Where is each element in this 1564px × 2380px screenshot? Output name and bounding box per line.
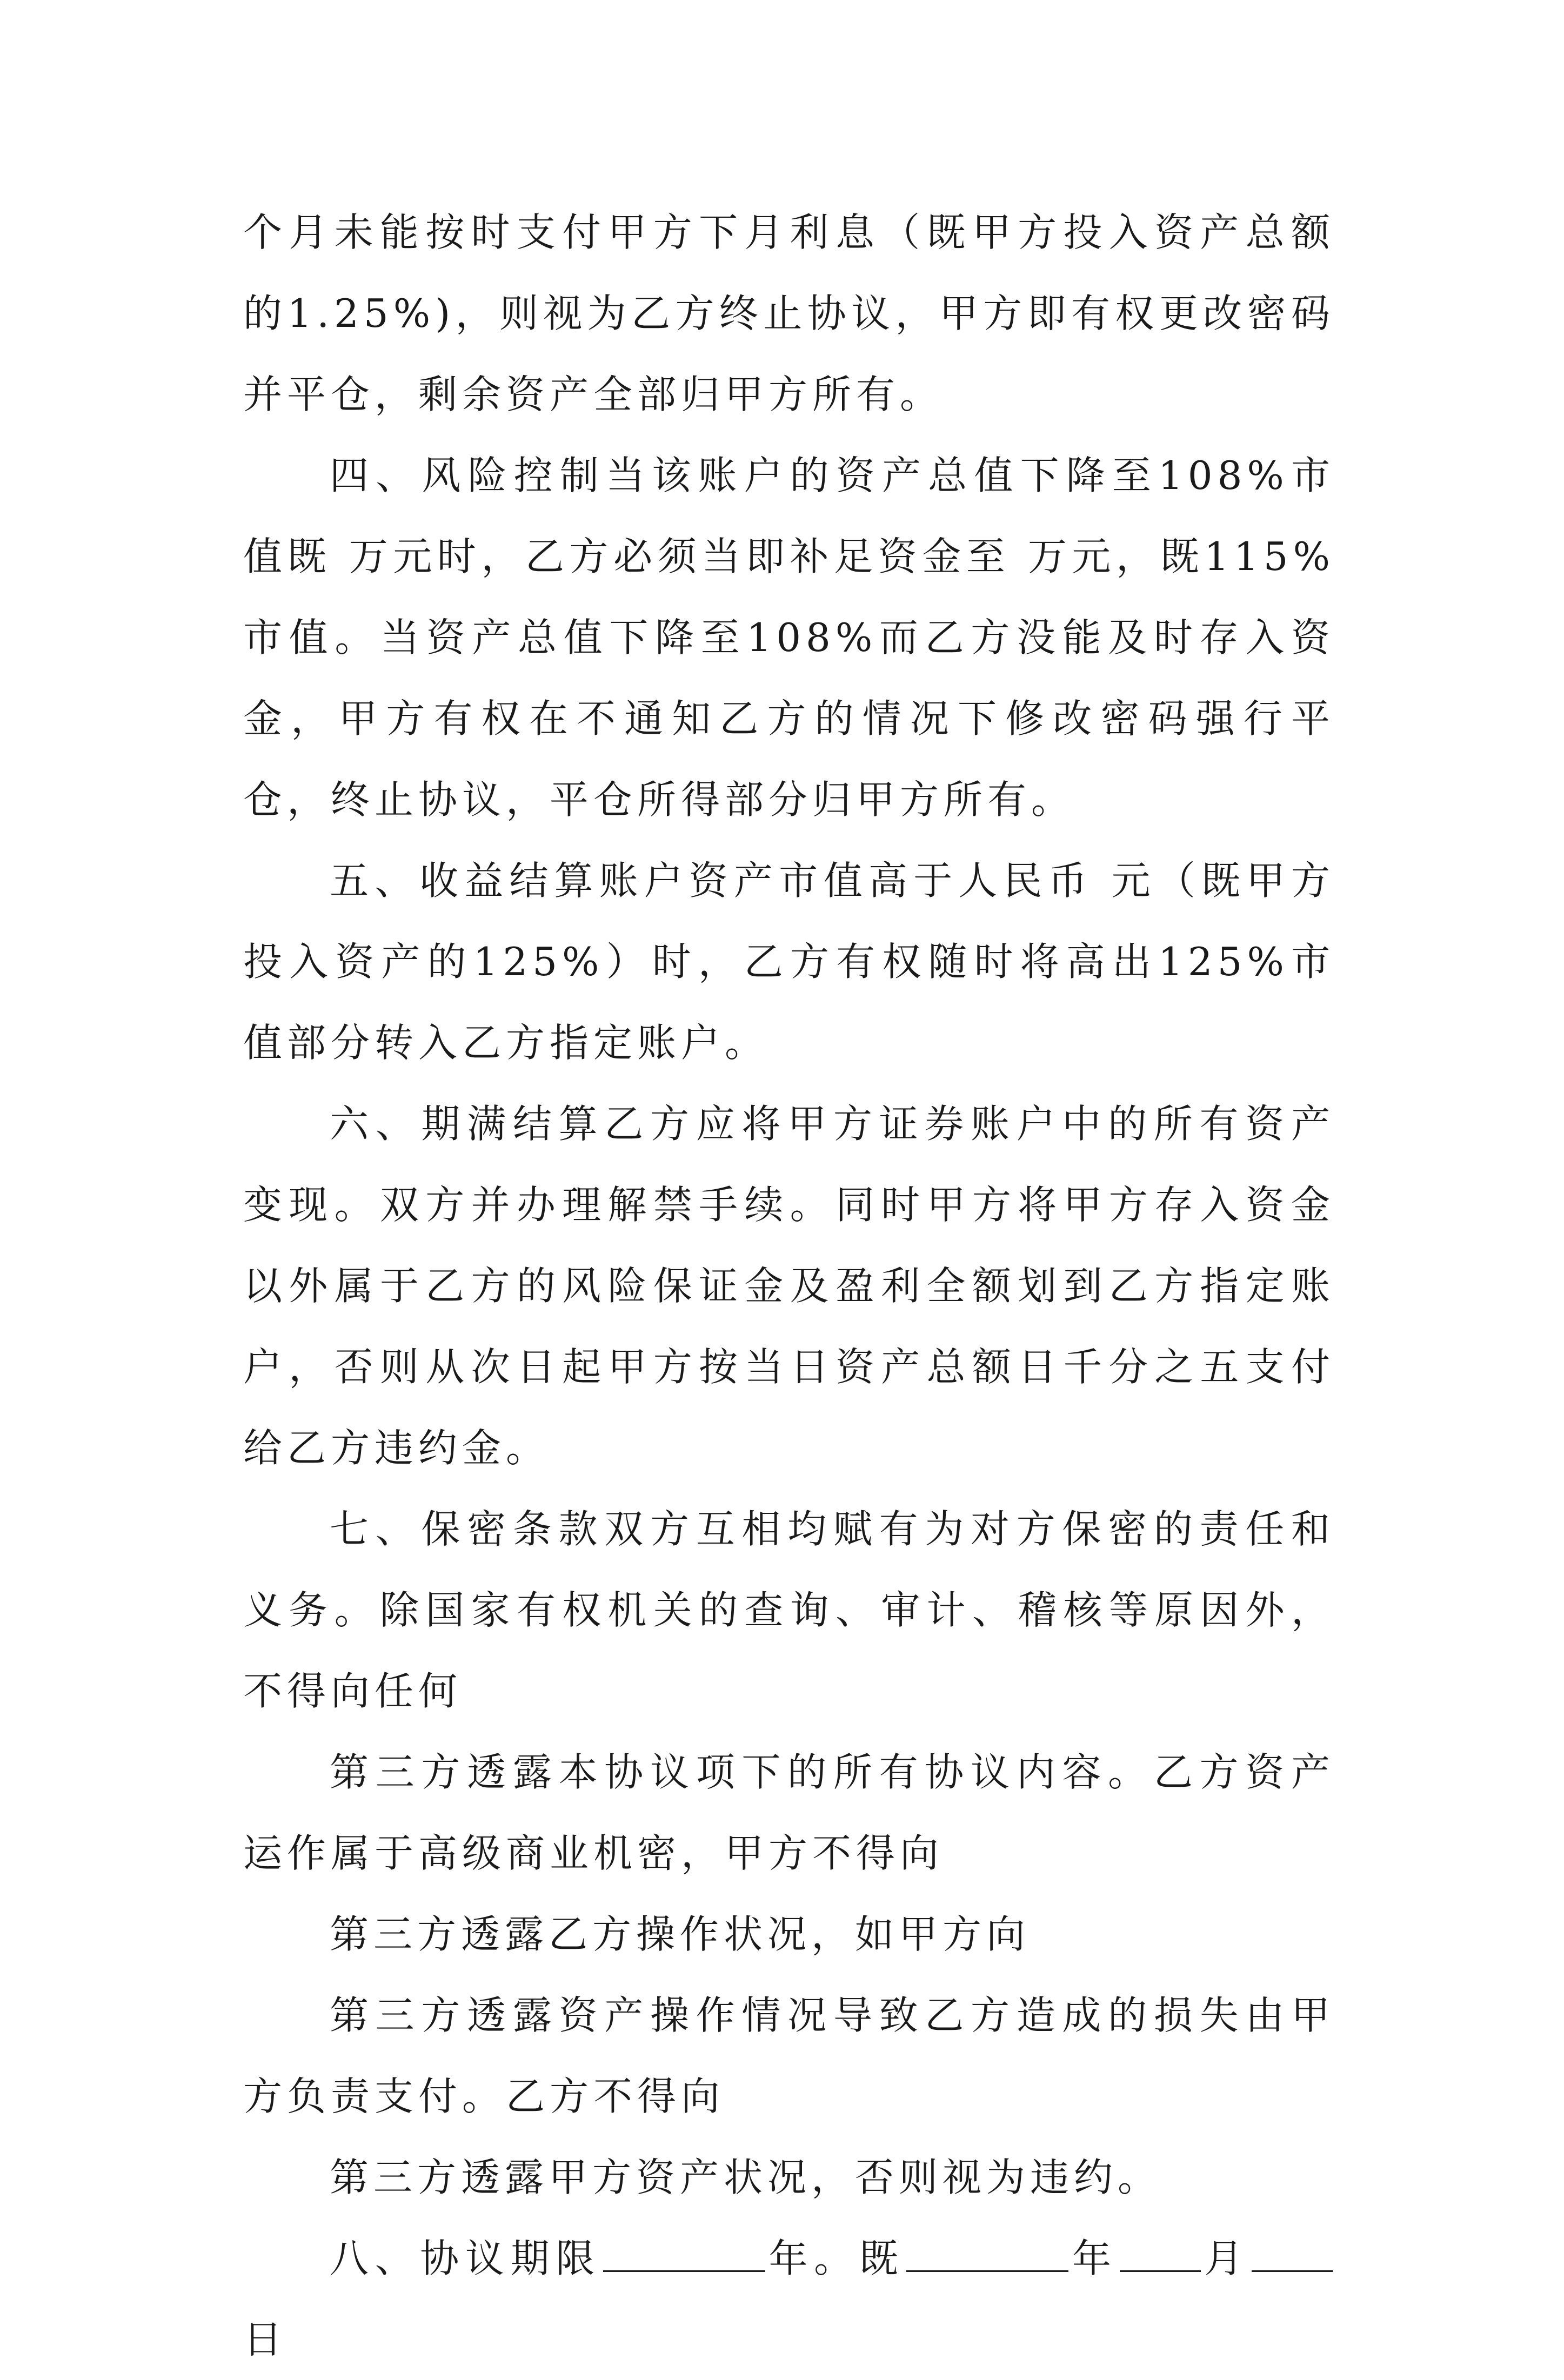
- start-day-blank: [1252, 2236, 1333, 2272]
- paragraph-third-party-3: 第三方透露资产操作情况导致乙方造成的损失由甲方负责支付。乙方不得向: [243, 1993, 1335, 2119]
- paragraph-third-party-4: 第三方透露甲方资产状况，否则视为违约。: [330, 2155, 1162, 2200]
- contract-body: [243, 192, 1335, 2380]
- start-day-unit: 日: [243, 2317, 288, 2362]
- paragraph-third-party-2: 第三方透露乙方操作状况，如甲方向: [330, 1912, 1031, 1957]
- start-year-blank: [906, 2236, 1068, 2272]
- paragraph-income-settlement: 五、收益结算账户资产市值高于人民币 元（既甲方投入资产的125%）时，乙方有权随时将高出125%市值部分转入乙方指定账户。: [243, 858, 1335, 1065]
- paragraph-third-party-1: 第三方透露本协议项下的所有协议内容。乙方资产运作属于高级商业机密，甲方不得向: [243, 1749, 1335, 1876]
- term-year-unit: 年。既: [767, 2236, 905, 2281]
- paragraph-continuation: 个月未能按时支付甲方下月利息（既甲方投入资产总额的1.25%)，则视为乙方终止协议，甲方即有权更改密码并平仓，剩余资产全部归甲方所有。: [243, 210, 1335, 417]
- term-years-blank: [603, 2236, 765, 2272]
- paragraph-confidentiality: 七、保密条款双方互相均赋有为对方保密的责任和义务。除国家有权机关的查询、审计、稽核等原因外，不得向任何: [243, 1506, 1335, 1714]
- start-month-blank: [1120, 2236, 1201, 2272]
- paragraph-term: [243, 2218, 1335, 2380]
- start-month-unit: 月: [1202, 2236, 1249, 2281]
- term-label: 八、协议期限: [330, 2236, 601, 2281]
- paragraph-maturity-settlement: 六、期满结算乙方应将甲方证券账户中的所有资产变现。双方并办理解禁手续。同时甲方将甲方存入资金以外属于乙方的风险保证金及盈利全额划到乙方指定账户，否则从次日起甲方按当日资产总额日千分之五支付给乙方违约金。: [243, 1101, 1335, 1471]
- paragraph-risk-control: 四、风险控制当该账户的资产总值下降至108%市值既 万元时，乙方必须当即补足资金至 万元，既115%市值。当资产总值下降至108%而乙方没能及时存入资金，甲方有权在不通知乙方的情况下修改密码强行平仓，终止协议，平仓所得部分归甲方所有。: [243, 453, 1335, 822]
- start-year-unit: 年: [1071, 2236, 1118, 2281]
